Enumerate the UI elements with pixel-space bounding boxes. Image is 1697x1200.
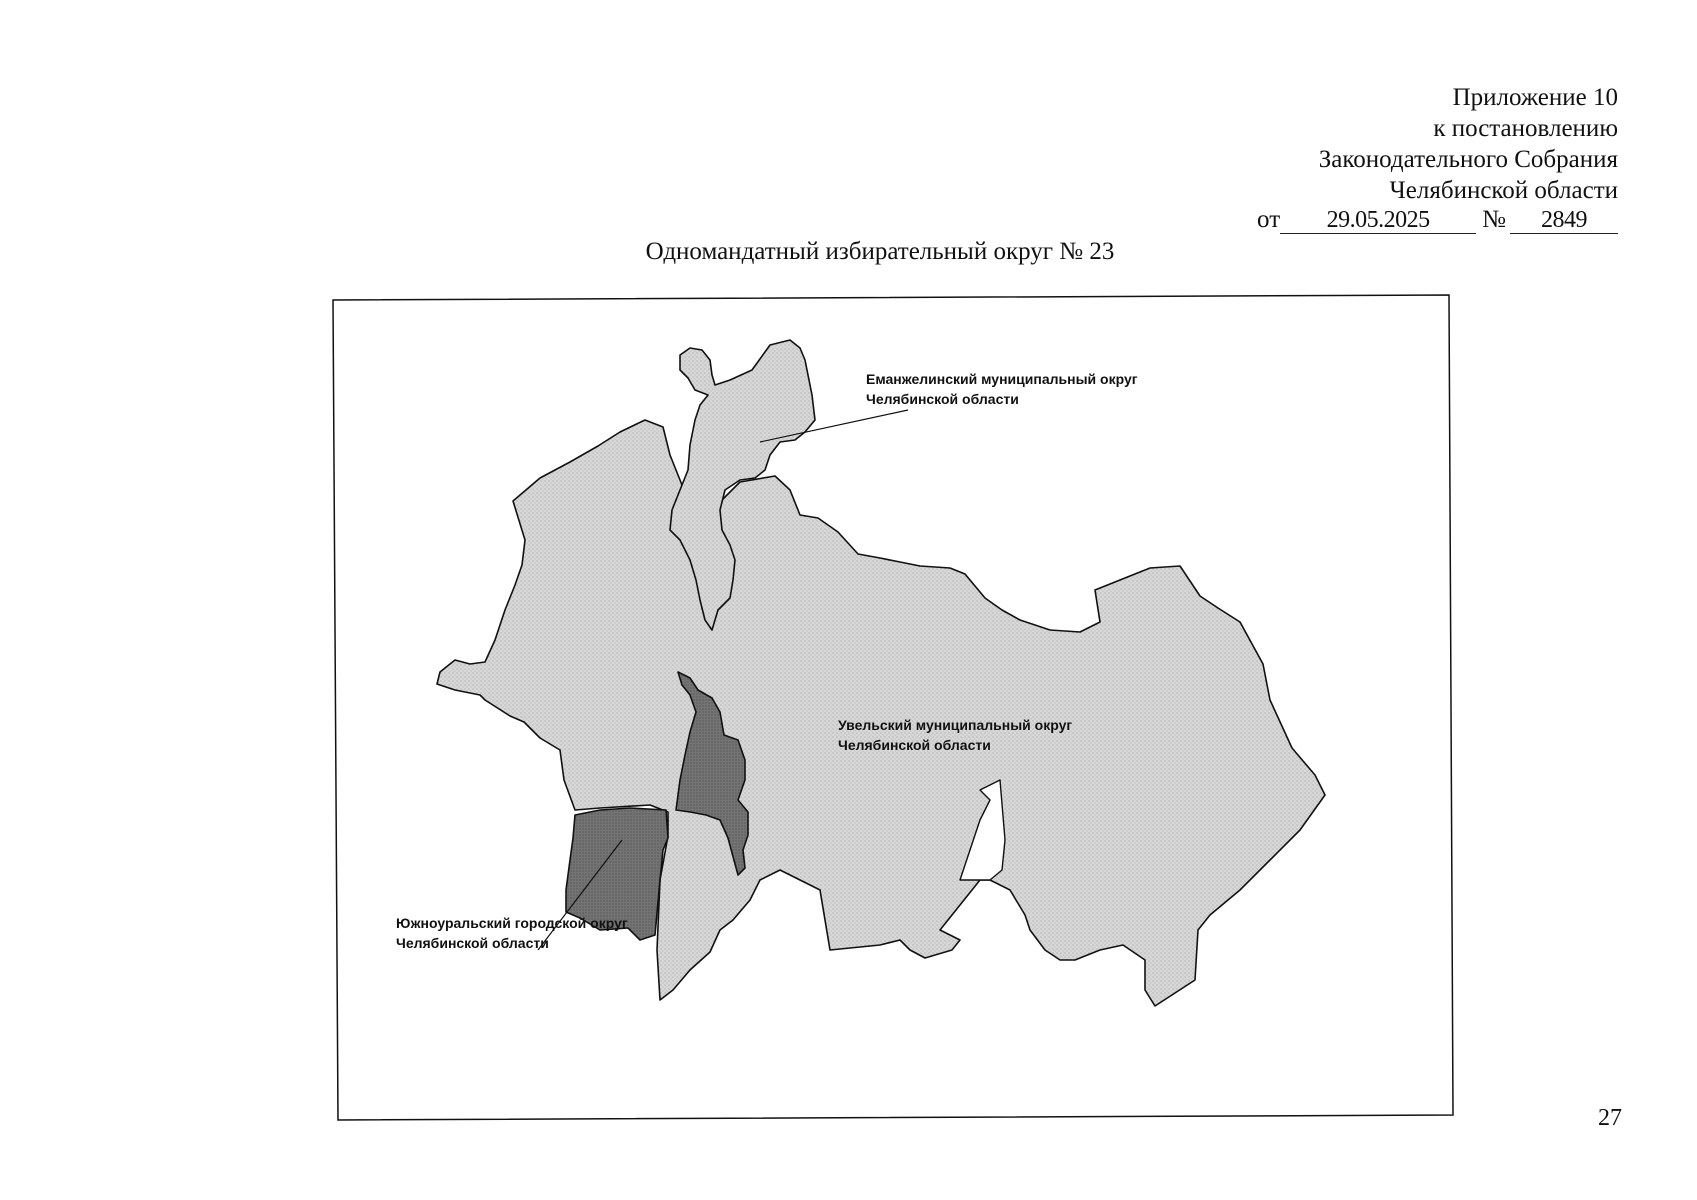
label-yuzhnouralsky-line2: Челябинской области	[396, 935, 549, 951]
from-label: от	[1257, 206, 1281, 233]
attachment-region: Челябинской области	[1389, 177, 1618, 204]
attachment-to-resolution: к постановлению	[1433, 115, 1618, 142]
page-number: 27	[1598, 1105, 1622, 1131]
attachment-number: Приложение 10	[1452, 84, 1618, 111]
page-title: Одномандатный избирательный округ № 23	[645, 238, 1115, 265]
label-emanzhelinsky-line2: Челябинской области	[866, 391, 1019, 407]
label-uvelsky-line2: Челябинской области	[838, 737, 991, 753]
number-sign: №	[1482, 206, 1506, 233]
resolution-number: 2849	[1510, 207, 1618, 234]
label-emanzhelinsky-line1: Еманжелинский муниципальный округ	[866, 371, 1138, 387]
attachment-assembly: Законодательного Собрания	[1318, 146, 1618, 173]
label-yuzhnouralsky-line1: Южноуральский городской округ	[396, 915, 628, 931]
resolution-date: 29.05.2025	[1280, 207, 1476, 234]
label-uvelsky-line1: Увельский муниципальный округ	[838, 717, 1073, 733]
